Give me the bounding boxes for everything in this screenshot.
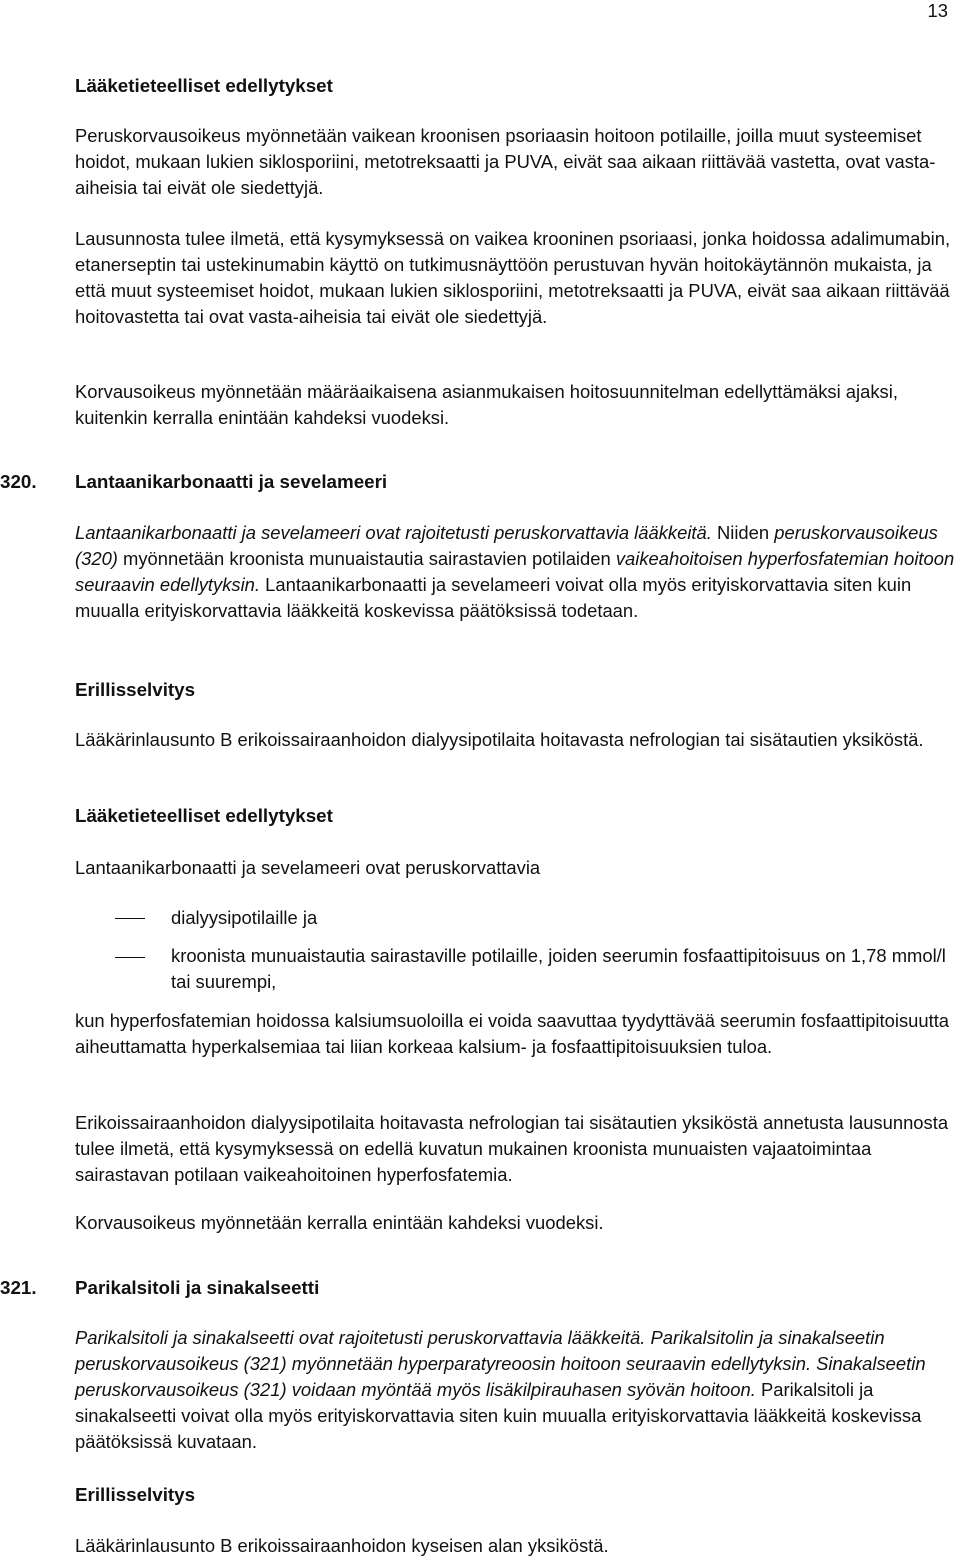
list-item: dialyysipotilaille ja (171, 907, 318, 928)
intro-text: myönnetään kroonista munuaistautia sairastavien potilaiden (117, 548, 616, 569)
subheading-criteria: Lääketieteelliset edellytykset (75, 805, 333, 826)
section-heading-criteria: Lääketieteelliset edellytykset (75, 75, 333, 96)
subheading-statement: Erillisselvitys (75, 679, 196, 700)
section-title-text: Lantaanikarbonaatti ja sevelameeri (75, 471, 388, 492)
section-number: 320. (0, 471, 37, 492)
section-title-321 (0, 1275, 320, 1301)
subheading-statement: Erillisselvitys (75, 1484, 196, 1505)
bullet-dash (115, 957, 145, 958)
intro-italic: peruskorvausoikeus (320) (75, 522, 938, 569)
paragraph: Lantaanikarbonaatti ja sevelameeri ovat peruskorvattavia (75, 857, 541, 878)
paragraph: kun hyperfosfatemian hoidossa kalsiumsuoloilla ei voida saavuttaa tyydyttävää seerumin fosfaattipitoisuutta aiheuttamatta hyperkalsemiaa tai liian korkeaa kalsium- ja fosfaattipitoisuuksien tuloa. (75, 1010, 950, 1057)
paragraph: Korvausoikeus myönnetään kerralla enintään kahdeksi vuodeksi. (75, 1212, 604, 1233)
page-number: 13 (927, 0, 948, 21)
intro-text: Parikalsitoli ja sinakalseetti voivat olla myös erityiskorvattavia siten kuin muualla erityiskorvattavia lääkkeitä koskevissa päätöksissä kuvataan. (75, 1379, 922, 1452)
section-intro-320 (75, 520, 957, 624)
intro-italic: Parikalsitoli ja sinakalseetti ovat rajoitetusti peruskorvattavia lääkkeitä. Parikalsitolin ja sinakalseetin peruskorvausoikeus (321) myönnetään hyperparatyreoosin hoitoon seuraavin edellytyksin. Sinakalseetin peruskorvausoikeus (321) voidaan myöntää myös lisäkilpirauhasen syövän hoitoon. (75, 1327, 926, 1400)
intro-text: Niiden (711, 522, 775, 543)
section-title-text: Parikalsitoli ja sinakalseetti (75, 1277, 320, 1298)
paragraph: Lausunnosta tulee ilmetä, että kysymyksessä on vaikea krooninen psoriaasi, jonka hoidossa adalimumabin, etanerseptin tai ustekinumabin käyttö on tutkimusnäyttöön perustuvan hyvän hoitokäytännön mukaista, ja että muut systeemiset hoidot, mukaan lukien siklosporiini, metotreksaatti ja PUVA, eivät saa aikaan riittävää hoitovastetta tai ovat vasta-aiheisia tai eivät ole siedettyjä. (75, 228, 951, 327)
section-intro-321 (75, 1325, 957, 1455)
list-item: kroonista munuaistautia sairastaville potilaille, joiden seerumin fosfaattipitoisuus on 1,78 mmol/l tai suurempi, (171, 945, 946, 992)
paragraph: Lääkärinlausunto B erikoissairaanhoidon kyseisen alan yksiköstä. (75, 1535, 609, 1556)
intro-italic: vaikeahoitoisen hyperfosfatemian hoitoon seuraavin edellytyksin. (75, 548, 955, 595)
section-number: 321. (0, 1277, 37, 1298)
paragraph: Peruskorvausoikeus myönnetään vaikean kroonisen psoriaasin hoitoon potilaille, joilla muut systeemiset hoidot, mukaan lukien siklosporiini, metotreksaatti ja PUVA, eivät saa aikaan riittävää vastetta, ovat vasta-aiheisia tai eivät ole siedettyjä. (75, 125, 936, 198)
intro-text: Lantaanikarbonaatti ja sevelameeri voivat olla myös erityiskorvattavia siten kuin muualla erityiskorvattavia lääkkeitä koskevissa päätöksissä todetaan. (75, 574, 912, 621)
intro-italic: Lantaanikarbonaatti ja sevelameeri ovat rajoitetusti peruskorvattavia lääkkeitä. (75, 522, 712, 543)
bullet-dash (115, 918, 145, 919)
paragraph: Erikoissairaanhoidon dialyysipotilaita hoitavasta nefrologian tai sisätautien yksiköstä annetusta lausunnosta tulee ilmetä, että kysymyksessä on edellä kuvatun mukainen kroonista munuaisten vajaatoimintaa sairastavan potilaan vaikeahoitoinen hyperfosfatemia. (75, 1112, 949, 1185)
paragraph: Lääkärinlausunto B erikoissairaanhoidon dialyysipotilaita hoitavasta nefrologian tai sisätautien yksiköstä. (75, 729, 924, 750)
section-title-320 (0, 469, 388, 495)
paragraph: Korvausoikeus myönnetään määräaikaisena asianmukaisen hoitosuunnitelman edellyttämäksi ajaksi, kuitenkin kerralla enintään kahdeksi vuodeksi. (75, 381, 898, 428)
